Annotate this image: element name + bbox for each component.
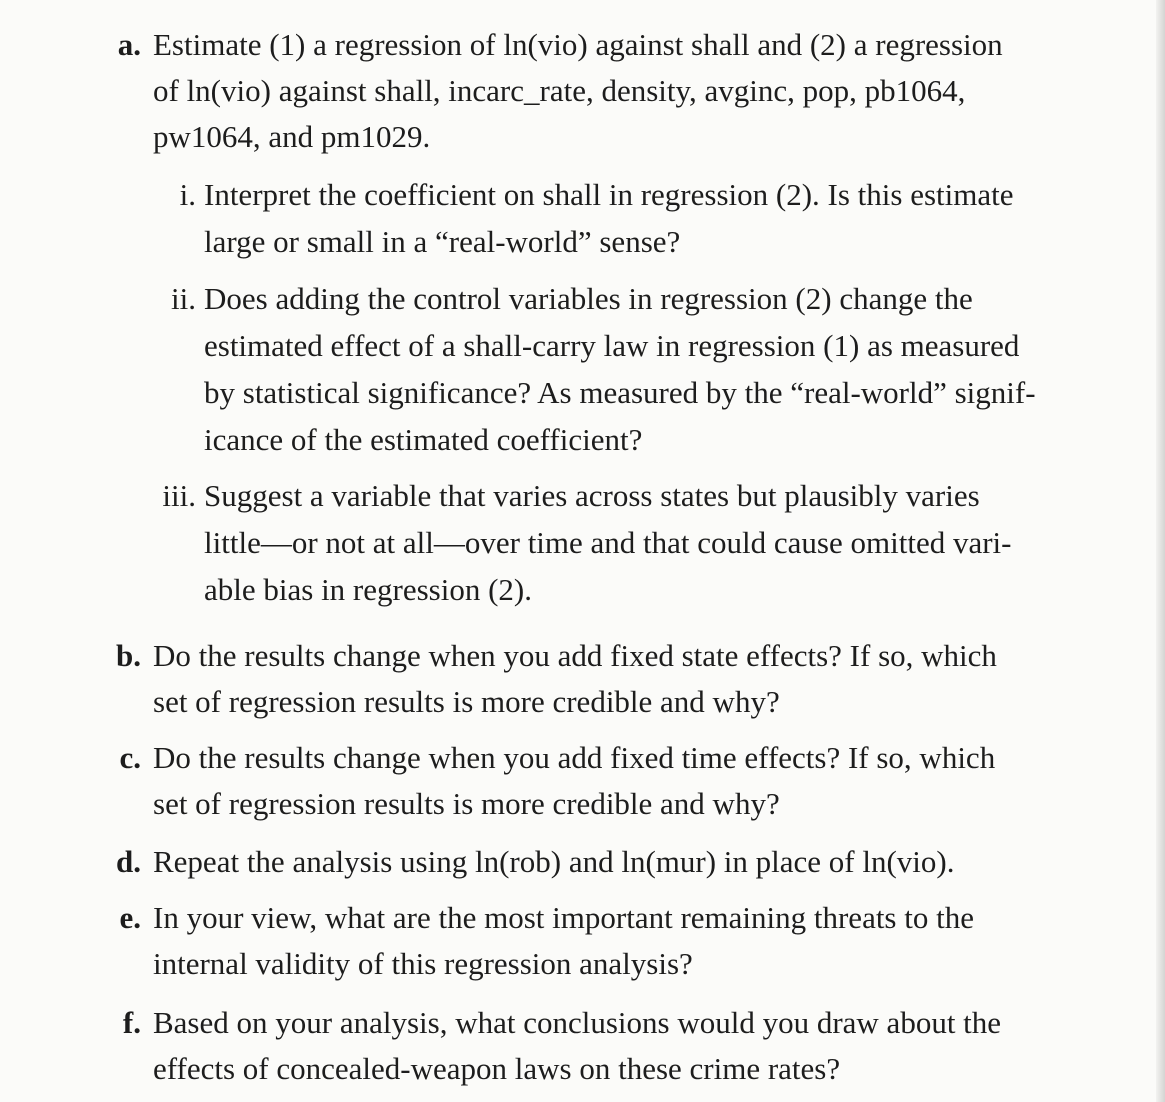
- question-a-label: a.: [117, 27, 141, 62]
- subquestion-a-i-label: i.: [179, 177, 196, 212]
- question-b-line-1: Do the results change when you add fixed state effects? If so, which: [153, 638, 997, 673]
- question-f-line-1: Based on your analysis, what conclusions would you draw about the: [153, 1005, 1002, 1040]
- subquestion-a-ii: [171, 276, 1036, 464]
- subquestion-a-i-line-2: large or small in a “real-world” sense?: [204, 224, 681, 259]
- subquestion-a-ii-line-1: Does adding the control variables in regression (2) change the: [204, 281, 973, 316]
- subquestion-a-i-line-1: Interpret the coefficient on shall in regression (2). Is this estimate: [204, 177, 1014, 212]
- question-e-label: e.: [119, 900, 141, 935]
- subquestion-a-i: [179, 172, 1014, 266]
- question-f-line-2: effects of concealed-weapon laws on these crime rates?: [153, 1051, 841, 1086]
- subquestion-a-iii-line-2: little—or not at all—over time and that could cause omitted vari-: [204, 525, 1012, 560]
- question-e-line-2: internal validity of this regression analysis?: [153, 946, 693, 981]
- question-a-line-3: pw1064, and pm1029.: [153, 119, 431, 154]
- question-d-line-1: Repeat the analysis using ln(rob) and ln(mur) in place of ln(vio).: [153, 844, 955, 879]
- question-d: [116, 839, 955, 885]
- question-c-line-2: set of regression results is more credible and why?: [153, 786, 780, 821]
- question-e-line-1: In your view, what are the most important remaining threats to the: [153, 900, 974, 935]
- subquestion-a-ii-line-4: icance of the estimated coefficient?: [204, 422, 643, 457]
- page-edge-shadow: [1156, 0, 1165, 1102]
- subquestion-a-iii: [162, 473, 1012, 614]
- question-a: [117, 22, 1003, 160]
- subquestion-a-iii-line-1: Suggest a variable that varies across states but plausibly varies: [204, 478, 980, 513]
- subquestion-a-iii-line-3: able bias in regression (2).: [204, 572, 532, 607]
- subquestion-a-iii-label: iii.: [162, 478, 196, 513]
- subquestion-a-ii-label: ii.: [171, 281, 196, 316]
- question-f: [122, 1000, 1002, 1092]
- question-d-label: d.: [116, 844, 141, 879]
- question-c: [119, 735, 996, 827]
- question-a-line-1: Estimate (1) a regression of ln(vio) against shall and (2) a regression: [153, 27, 1003, 62]
- question-b-label: b.: [116, 638, 141, 673]
- question-f-label: f.: [122, 1005, 141, 1040]
- question-b: [116, 633, 997, 725]
- question-b-line-2: set of regression results is more credible and why?: [153, 684, 780, 719]
- subquestion-a-ii-line-3: by statistical significance? As measured by the “real-world” signif-: [204, 375, 1036, 410]
- question-e: [119, 895, 974, 987]
- question-c-label: c.: [119, 740, 141, 775]
- question-c-line-1: Do the results change when you add fixed time effects? If so, which: [153, 740, 996, 775]
- question-a-line-2: of ln(vio) against shall, incarc_rate, density, avginc, pop, pb1064,: [153, 73, 966, 108]
- subquestion-a-ii-line-2: estimated effect of a shall-carry law in regression (1) as measured: [204, 328, 1020, 363]
